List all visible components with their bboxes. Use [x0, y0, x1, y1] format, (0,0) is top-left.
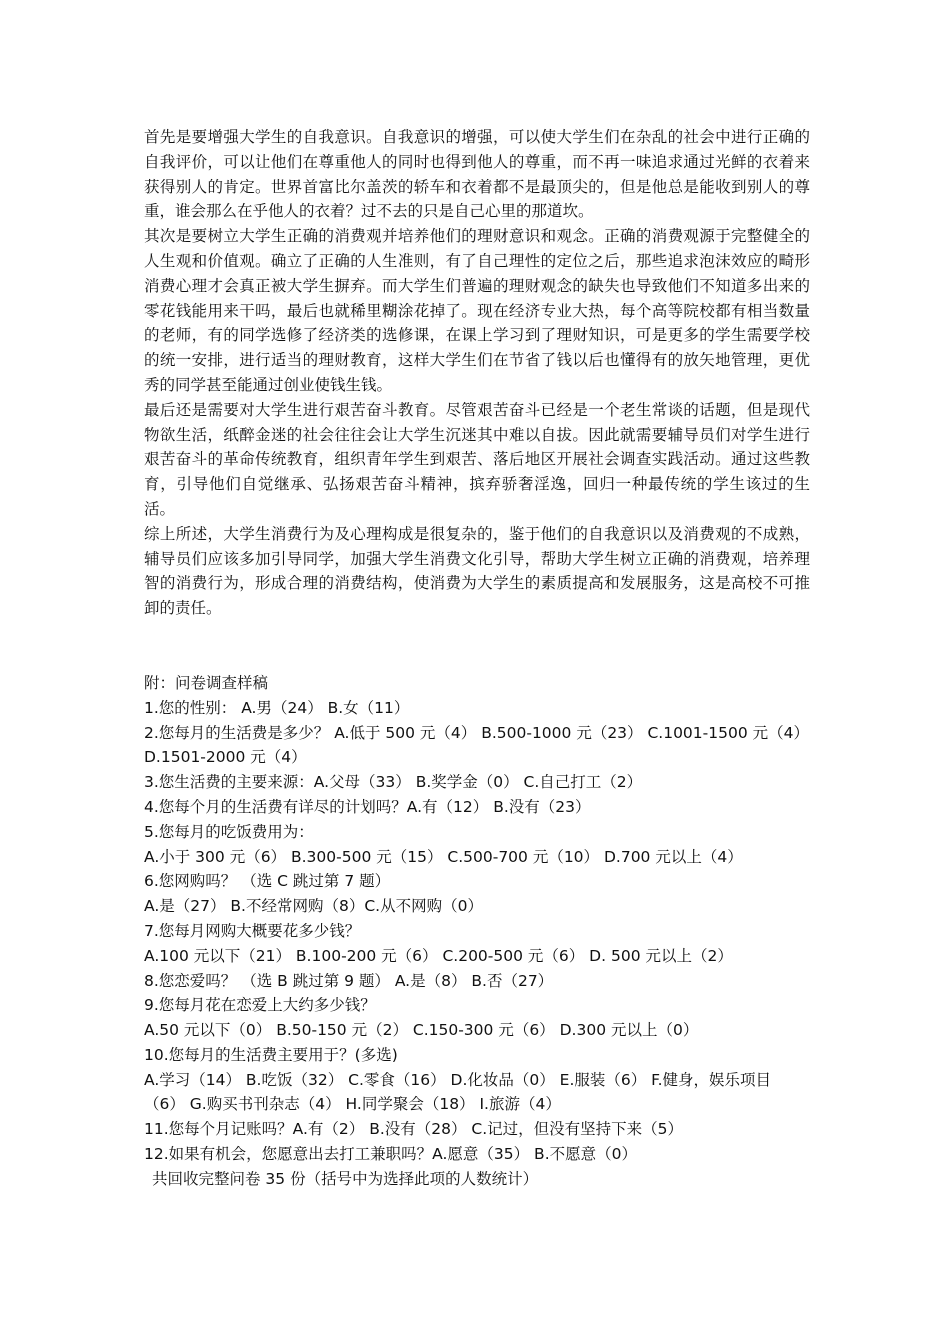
- paragraph-hard-work-education: 最后还是需要对大学生进行艰苦奋斗教育。尽管艰苦奋斗已经是一个老生常谈的话题，但是现代物欲生活，纸醉金迷的社会往往会让大学生沉迷其中难以自拔。因此就需要辅导员们对学生进行艰苦奋斗的革命传统教育，组织青年学生到艰苦、落后地区开展社会调查实践活动。通过这些教育，引导他们自觉继承、弘扬艰苦奋斗精神，摈弃骄奢淫逸，回归一种最传统的学生该过的生活。: [144, 400, 810, 518]
- survey-appendix: [144, 671, 810, 1192]
- survey-line: 8.您恋爱吗？ （选 B 跳过第 9 题） A.是（8） B.否（27）: [144, 971, 554, 990]
- survey-line: 4.您每个月的生活费有详尽的计划吗？A.有（12） B.没有（23）: [144, 797, 591, 816]
- paragraph-conclusion: 综上所述，大学生消费行为及心理构成是很复杂的，鉴于他们的自我意识以及消费观的不成熟，辅导员们应该多加引导同学，加强大学生消费文化引导，帮助大学生树立正确的消费观，培养理智的消费行为，形成合理的消费结构，使消费为大学生的素质提高和发展服务，这是高校不可推卸的责任。: [144, 524, 810, 618]
- survey-line: 12.如果有机会，您愿意出去打工兼职吗？A.愿意（35） B.不愿意（0）: [144, 1145, 637, 1164]
- survey-line: A.是（27） B.不经常网购（8）C.从不网购（0）: [144, 897, 483, 916]
- document-page: [144, 125, 810, 1192]
- survey-line: A.学习（14） B.吃饭（32） C.零食（16） D.化妆品（0） E.服装（6） F.健身，娱乐项目（6） G.购买书刊杂志（4） H.同学聚会（18） I.旅游（4）: [144, 1070, 772, 1114]
- survey-heading: 附：问卷调查样稿: [144, 673, 269, 692]
- survey-line: 2.您每月的生活费是多少？ A.低于 500 元（4） B.500-1000 元（23） C.1001-1500 元（4） D.1501-2000 元（4）: [144, 723, 809, 767]
- survey-line: 5.您每月的吃饭费用为：: [144, 822, 314, 841]
- body-text: [144, 125, 810, 621]
- survey-line: 6.您网购吗？ （选 C 跳过第 7 题）: [144, 872, 391, 891]
- survey-line: 10.您每月的生活费主要用于？(多选): [144, 1045, 398, 1064]
- survey-line: 11.您每个月记账吗？A.有（2） B.没有（28） C.记过，但没有坚持下来（5）: [144, 1120, 684, 1139]
- survey-footer: 共回收完整问卷 35 份（括号中为选择此项的人数统计）: [152, 1169, 539, 1188]
- paragraph-self-awareness: 首先是要增强大学生的自我意识。自我意识的增强，可以使大学生们在杂乱的社会中进行正确的自我评价，可以让他们在尊重他人的同时也得到他人的尊重，而不再一味追求通过光鲜的衣着来获得别人的肯定。世界首富比尔盖茨的轿车和衣着都不是最顶尖的，但是他总是能收到别人的尊重，谁会那么在乎他人的衣着？过不去的只是自己心里的那道坎。: [144, 128, 810, 221]
- survey-line: 9.您每月花在恋爱上大约多少钱？: [144, 996, 376, 1015]
- paragraph-consumption-view: 其次是要树立大学生正确的消费观并培养他们的理财意识和观念。正确的消费观源于完整健全的人生观和价值观。确立了正确的人生准则，有了自己理性的定位之后，那些追求泡沫效应的畸形消费心理才会真正被大学生摒弃。而大学生们普遍的理财观念的缺失也导致他们不知道多出来的零花钱能用来干吗，最后也就稀里糊涂花掉了。现在经济专业大热，每个高等院校都有相当数量的老师，有的同学选修了经济类的选修课，在课上学习到了理财知识，可是更多的学生需要学校的统一安排，进行适当的理财教育，这样大学生们在节省了钱以后也懂得有的放矢地管理，更优秀的同学甚至能通过创业使钱生钱。: [144, 227, 810, 394]
- survey-line: A.100 元以下（21） B.100-200 元（6） C.200-500 元（6） D. 500 元以上（2）: [144, 946, 733, 965]
- survey-line: A.50 元以下（0） B.50-150 元（2） C.150-300 元（6） D.300 元以上（0）: [144, 1021, 699, 1040]
- survey-line: 1.您的性别： A.男（24） B.女（11）: [144, 698, 410, 717]
- survey-line: A.小于 300 元（6） B.300-500 元（15） C.500-700 元（10） D.700 元以上（4）: [144, 847, 743, 866]
- survey-line: 3.您生活费的主要来源：A.父母（33） B.奖学金（0） C.自己打工（2）: [144, 773, 643, 792]
- survey-line: 7.您每月网购大概要花多少钱？: [144, 921, 361, 940]
